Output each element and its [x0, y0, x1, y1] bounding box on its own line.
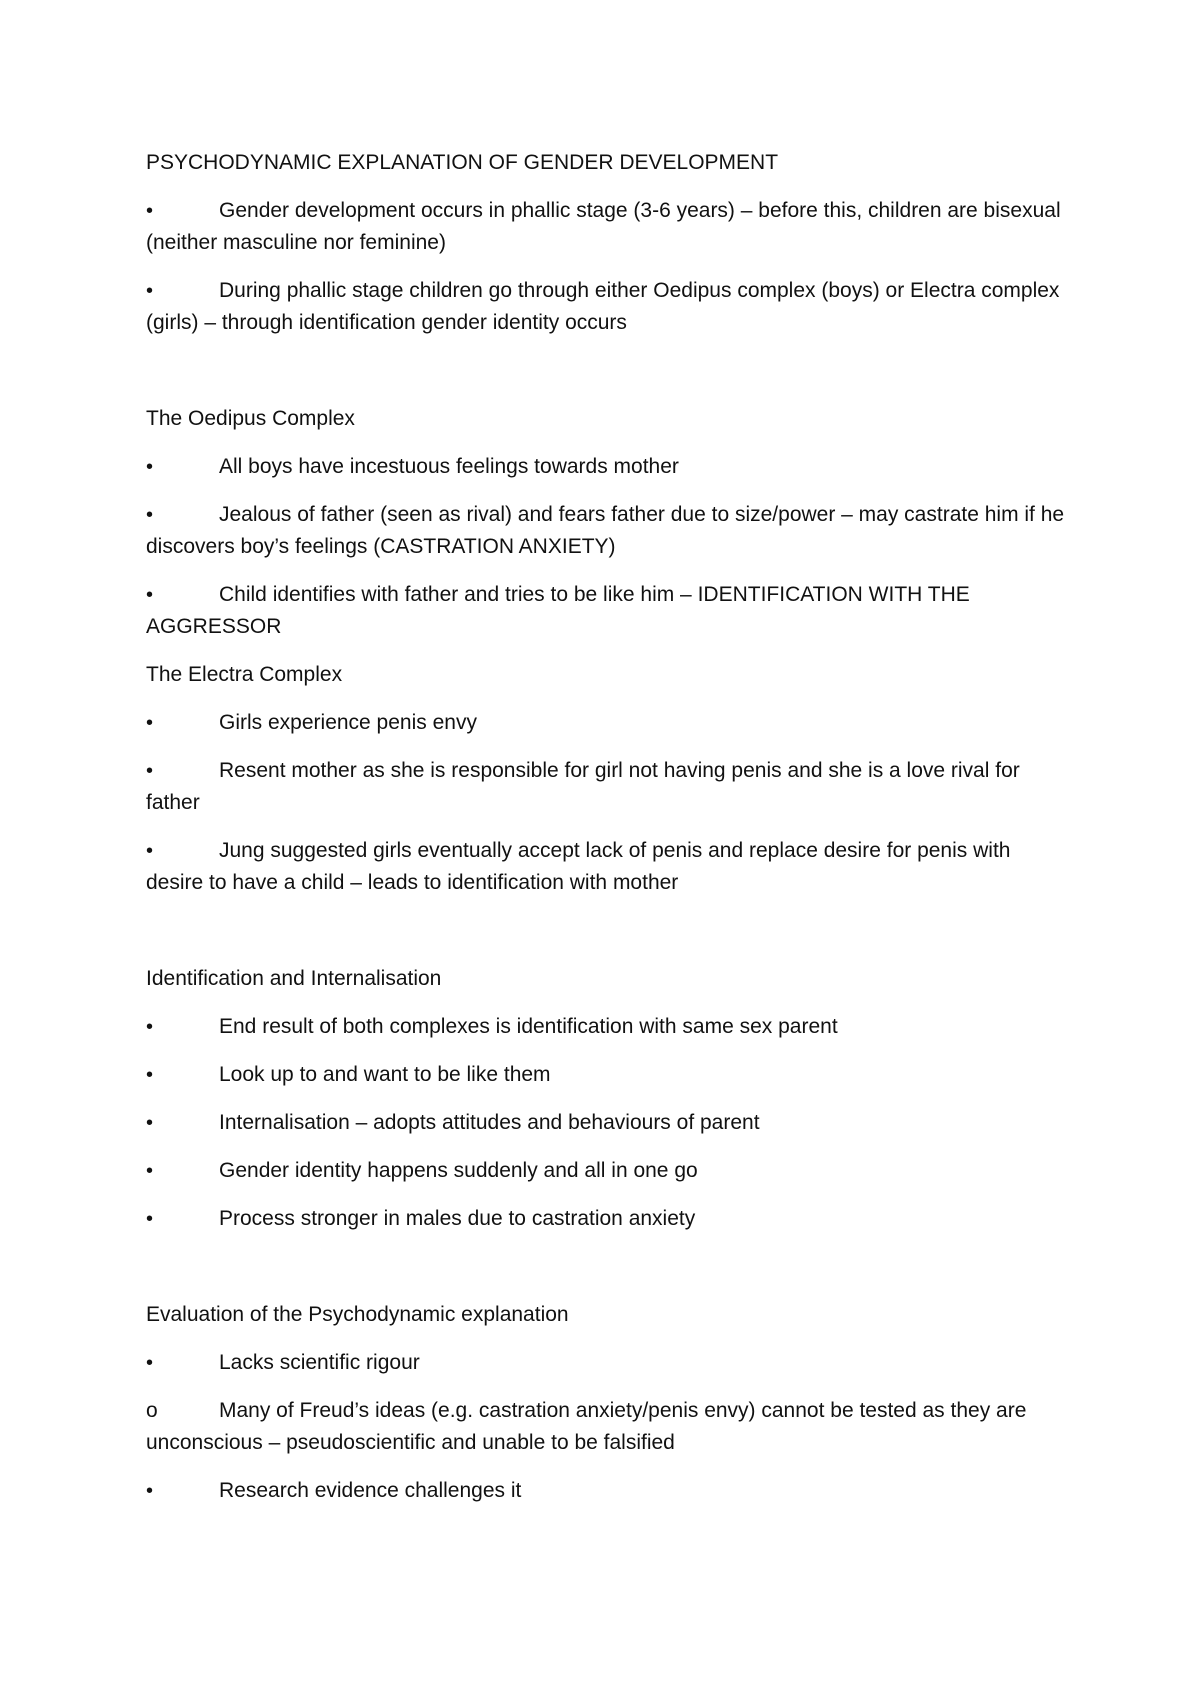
list-item-text: Girls experience penis envy — [219, 711, 477, 734]
bullet-marker: • — [146, 1352, 154, 1374]
bullet-marker: • — [146, 1480, 154, 1502]
list-item-text: Research evidence challenges it — [219, 1479, 522, 1502]
list-item — [146, 1475, 1066, 1507]
list-item — [146, 755, 1066, 819]
list-item — [146, 707, 1066, 739]
bullet-marker: • — [146, 712, 154, 734]
list-item — [146, 1059, 1066, 1091]
section-heading-identification: Identification and Internalisation — [146, 967, 442, 990]
list-item-text: Look up to and want to be like them — [219, 1063, 551, 1086]
document-title: PSYCHODYNAMIC EXPLANATION OF GENDER DEVELOPMENT — [146, 151, 779, 174]
list-item — [146, 1011, 1066, 1043]
list-item-text: During phallic stage children go through either Oedipus complex (boys) or Electra complex (girls) – through identification gender identity occurs — [146, 279, 1060, 334]
list-item-text: Child identifies with father and tries to be like him – IDENTIFICATION WITH THE AGGRESSOR — [146, 583, 970, 638]
bullet-marker: • — [146, 280, 154, 302]
list-item-text: All boys have incestuous feelings towards mother — [219, 455, 679, 478]
list-item — [146, 1155, 1066, 1187]
list-item — [146, 835, 1066, 899]
list-item-text: End result of both complexes is identification with same sex parent — [219, 1015, 838, 1038]
list-item — [146, 1203, 1066, 1235]
bullet-marker: • — [146, 1160, 154, 1182]
bullet-marker: • — [146, 760, 154, 782]
bullet-marker: • — [146, 840, 154, 862]
list-item-text: Gender identity happens suddenly and all in one go — [219, 1159, 698, 1182]
list-item-text: Jealous of father (seen as rival) and fears father due to size/power – may castrate him if he discovers boy’s feelings (CASTRATION ANXIETY) — [146, 503, 1065, 558]
sub-bullet-marker: o — [146, 1399, 158, 1422]
section-heading-electra: The Electra Complex — [146, 663, 343, 686]
list-item-text: Lacks scientific rigour — [219, 1351, 420, 1374]
bullet-marker: • — [146, 200, 154, 222]
list-item-text: Internalisation – adopts attitudes and behaviours of parent — [219, 1111, 760, 1134]
list-item — [146, 499, 1066, 563]
bullet-marker: • — [146, 1208, 154, 1230]
list-item — [146, 1107, 1066, 1139]
bullet-marker: • — [146, 1064, 154, 1086]
list-item-text: Gender development occurs in phallic stage (3-6 years) – before this, children are bisexual (neither masculine nor feminine) — [146, 199, 1061, 254]
list-item — [146, 579, 1066, 643]
bullet-marker: • — [146, 1112, 154, 1134]
list-item-text: Process stronger in males due to castration anxiety — [219, 1207, 696, 1230]
sub-list-item — [146, 1395, 1066, 1459]
section-heading-evaluation: Evaluation of the Psychodynamic explanation — [146, 1303, 569, 1326]
bullet-marker: • — [146, 456, 154, 478]
list-item-text: Jung suggested girls eventually accept lack of penis and replace desire for penis with desire to have a child – leads to identification with mother — [146, 839, 1011, 894]
list-item-text: Many of Freud’s ideas (e.g. castration anxiety/penis envy) cannot be tested as they are unconscious – pseudoscientific and unable to be falsified — [146, 1399, 1027, 1454]
list-item — [146, 451, 1066, 483]
list-item — [146, 195, 1066, 259]
document-body — [146, 147, 1066, 1507]
list-item-text: Resent mother as she is responsible for girl not having penis and she is a love rival for father — [146, 759, 1020, 814]
list-item — [146, 275, 1066, 339]
list-item — [146, 1347, 1066, 1379]
section-heading-oedipus: The Oedipus Complex — [146, 407, 355, 430]
bullet-marker: • — [146, 504, 154, 526]
bullet-marker: • — [146, 584, 154, 606]
bullet-marker: • — [146, 1016, 154, 1038]
